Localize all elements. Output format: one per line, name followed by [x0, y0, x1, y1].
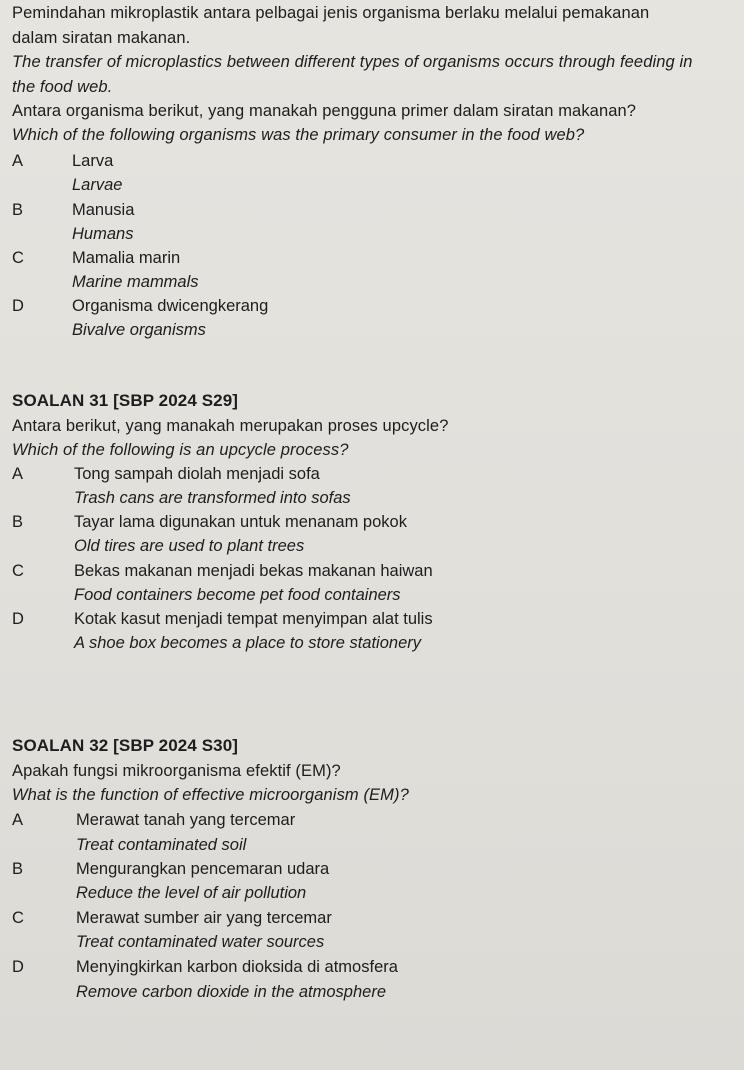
q30-option-d-english: Bivalve organisms	[72, 321, 206, 339]
q32-option-c-english: Treat contaminated water sources	[76, 933, 325, 951]
q32-option-a-letter: A	[12, 811, 24, 829]
q30-option-a-malay: Larva	[72, 152, 114, 170]
q30-option-b-malay: Manusia	[72, 201, 135, 219]
intro-english-line-1: The transfer of microplastics between different types of organisms occurs through feeding in	[12, 53, 693, 71]
q32-question-english: What is the function of effective microorganism (EM)?	[12, 786, 409, 804]
q32-option-b-malay: Mengurangkan pencemaran udara	[76, 860, 330, 878]
q31-option-b-letter: B	[12, 513, 24, 531]
q31-option-c-malay: Bekas makanan menjadi bekas makanan haiwan	[74, 562, 433, 580]
q30-option-c-letter: C	[12, 249, 24, 267]
q32-question-malay: Apakah fungsi mikroorganisma efektif (EM)?	[12, 762, 341, 780]
q31-heading: SOALAN 31 [SBP 2024 S29]	[12, 391, 239, 410]
q32-heading: SOALAN 32 [SBP 2024 S30]	[12, 736, 239, 755]
q30-question-english: Which of the following organisms was the primary consumer in the food web?	[12, 126, 585, 144]
intro-malay-line-2: dalam siratan makanan.	[12, 29, 191, 47]
q32-option-d-english: Remove carbon dioxide in the atmosphere	[76, 983, 387, 1001]
q31-option-a-malay: Tong sampah diolah menjadi sofa	[74, 465, 320, 483]
intro-malay-line-1: Pemindahan mikroplastik antara pelbagai jenis organisma berlaku melalui pemakanan	[12, 4, 650, 22]
q32-option-a-malay: Merawat tanah yang tercemar	[76, 811, 296, 829]
q32-option-c-malay: Merawat sumber air yang tercemar	[76, 909, 332, 927]
q32-option-c-letter: C	[12, 909, 24, 927]
q30-option-a-letter: A	[12, 152, 24, 170]
q31-option-b-english: Old tires are used to plant trees	[74, 537, 305, 555]
intro-english-line-2: the food web.	[12, 78, 113, 96]
q31-option-b-malay: Tayar lama digunakan untuk menanam pokok	[74, 513, 407, 531]
q30-option-d-letter: D	[12, 297, 24, 315]
q32-option-a-english: Treat contaminated soil	[76, 836, 247, 854]
q32-option-b-letter: B	[12, 860, 24, 878]
q32-option-d-letter: D	[12, 958, 24, 976]
q31-option-a-english: Trash cans are transformed into sofas	[74, 489, 351, 507]
q30-option-b-letter: B	[12, 201, 24, 219]
q32-option-d-malay: Menyingkirkan karbon dioksida di atmosfera	[76, 958, 398, 976]
q30-option-a-english: Larvae	[72, 176, 123, 194]
q31-question-english: Which of the following is an upcycle process?	[12, 441, 349, 459]
q32-option-b-english: Reduce the level of air pollution	[76, 884, 307, 902]
q30-option-d-malay: Organisma dwicengkerang	[72, 297, 269, 315]
q31-option-c-letter: C	[12, 562, 24, 580]
q30-option-b-english: Humans	[72, 225, 134, 243]
q31-option-a-letter: A	[12, 465, 24, 483]
q30-question-malay: Antara organisma berikut, yang manakah pengguna primer dalam siratan makanan?	[12, 102, 637, 120]
q31-question-malay: Antara berikut, yang manakah merupakan proses upcycle?	[12, 417, 449, 435]
q31-option-c-english: Food containers become pet food containers	[74, 586, 401, 604]
q31-option-d-english: A shoe box becomes a place to store stationery	[74, 634, 421, 652]
q31-option-d-letter: D	[12, 610, 24, 628]
q30-option-c-malay: Mamalia marin	[72, 249, 181, 267]
q31-option-d-malay: Kotak kasut menjadi tempat menyimpan alat tulis	[74, 610, 433, 628]
q30-option-c-english: Marine mammals	[72, 273, 199, 291]
